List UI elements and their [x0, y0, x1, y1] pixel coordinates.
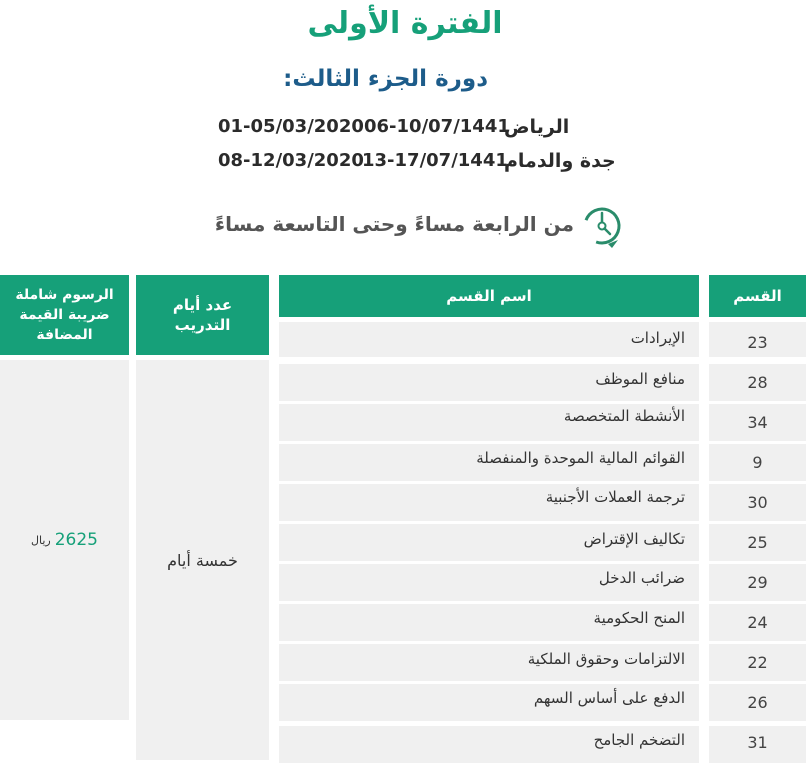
table-row-number: 26 — [709, 684, 806, 721]
session-time — [214, 202, 626, 250]
table-row-name: المنح الحكومية — [279, 604, 699, 641]
header-section-number: القسم — [709, 275, 806, 317]
schedule-row-jeddah-dammam — [0, 150, 810, 180]
city-name: جدة والدمام — [504, 150, 616, 172]
time-text: من الرابعة مساءً وحتى التاسعة مساءً — [214, 212, 574, 236]
city-name: الرياض — [504, 116, 570, 138]
table-row-number: 28 — [709, 364, 806, 401]
schedule-row-riyadh — [0, 116, 810, 146]
table-row-name: الإيرادات — [279, 322, 699, 357]
table-row-number: 34 — [709, 404, 806, 441]
table-row-name: ضرائب الدخل — [279, 564, 699, 601]
table-row-number: 30 — [709, 484, 806, 521]
table-row-number: 25 — [709, 524, 806, 561]
fee-amount: 2625 — [54, 530, 98, 550]
header-training-days: عدد أيام التدريب — [136, 275, 269, 355]
table-row-name: منافع الموظف — [279, 364, 699, 401]
gregorian-dates: 08-12/03/2020 — [218, 150, 364, 171]
training-days-value: خمسة أيام — [167, 550, 238, 570]
table-row-number: 23 — [709, 322, 806, 357]
header-fees: الرسوم شاملة ضريبة القيمة المضافة — [0, 275, 129, 355]
clock-icon — [578, 202, 626, 250]
fee-currency: ريال — [31, 533, 51, 547]
hijri-dates: 13-17/07/1441 — [362, 150, 508, 171]
gregorian-dates: 01-05/03/2020 — [218, 116, 364, 137]
table-row-name: الالتزامات وحقوق الملكية — [279, 644, 699, 681]
table-row-number: 31 — [709, 726, 806, 763]
table-row-number: 24 — [709, 604, 806, 641]
table-row-name: القوائم المالية الموحدة والمنفصلة — [279, 444, 699, 481]
table-row-name: تكاليف الإقتراض — [279, 524, 699, 561]
table-row-name: الدفع على أساس السهم — [279, 684, 699, 721]
table-row-number: 29 — [709, 564, 806, 601]
course-subtitle: دورة الجزء الثالث: — [283, 66, 488, 92]
table-row-name: ترجمة العملات الأجنبية — [279, 484, 699, 521]
table-row-number: 22 — [709, 644, 806, 681]
page-title: الفترة الأولى — [307, 6, 503, 41]
fees-cell — [0, 360, 129, 720]
table-row-name: التضخم الجامح — [279, 726, 699, 763]
table-row-name: الأنشطة المتخصصة — [279, 404, 699, 441]
table-row-number: 9 — [709, 444, 806, 481]
training-days-cell — [136, 360, 269, 760]
hijri-dates: 06-10/07/1441 — [364, 116, 510, 137]
header-section-name: اسم القسم — [279, 275, 699, 317]
